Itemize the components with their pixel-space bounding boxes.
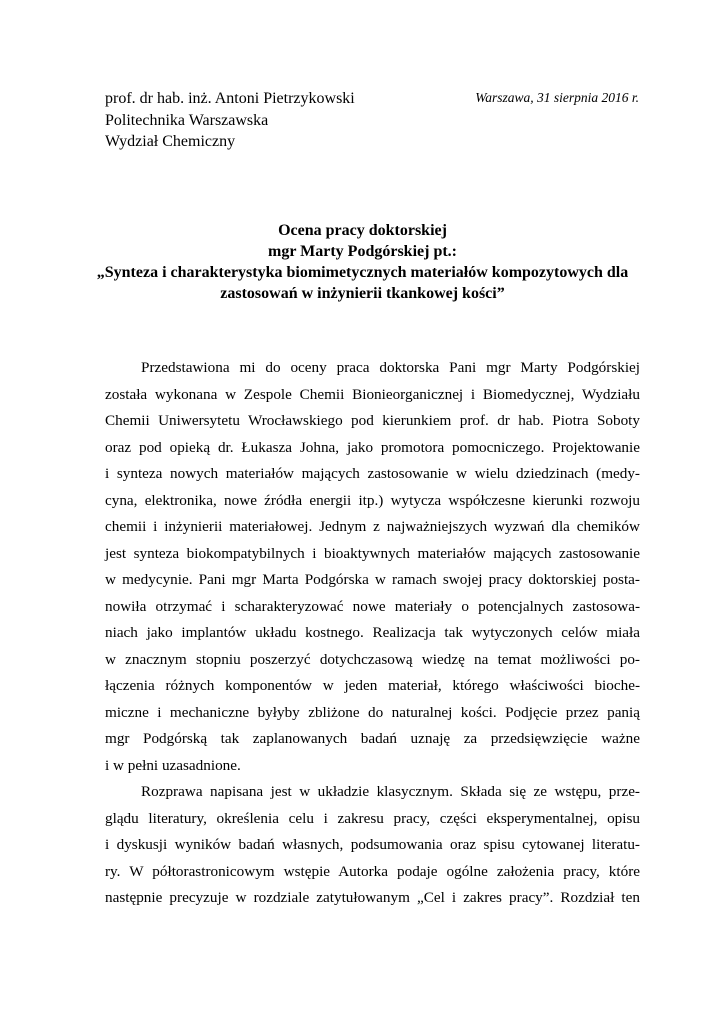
sender-institution: Politechnika Warszawska [105,111,269,129]
text-line: ry. W półtorastronicowym wstępie Autorka podaje ogólne założenia pracy, które [105,862,640,880]
sender-name: prof. dr hab. inż. Antoni Pietrzykowski [105,90,355,107]
paragraph [105,779,640,912]
sender-faculty: Wydział Chemiczny [105,133,236,150]
text-line: i synteza nowych materiałów mających zastosowanie w wielu dziedzinach (medy- [105,465,640,482]
text-line: Rozprawa napisana jest w układzie klasycznym. Składa się ze wstępu, prze- [141,783,640,800]
text-line: cyna, elektronika, nowe źródła energii itp.) wytycza współczesne kierunki rozwoju [105,491,640,509]
document-title [90,220,635,304]
text-line: i w pełni uzasadnione. [105,756,241,774]
body-text [105,355,640,912]
text-line: niach jako implantów układu kostnego. Realizacja tak wytyczonych celów miała [105,624,640,641]
title-line: Ocena pracy doktorskiej [278,222,447,239]
text-line: następnie precyzuje w rozdziale zatytułowanym „Cel i zakres pracy”. Rozdział ten [105,889,640,906]
title-line: „Synteza i charakterystyka biomimetycznych materiałów kompozytowych dla [96,264,629,281]
text-line: Chemii Uniwersytetu Wrocławskiego pod kierunkiem prof. dr hab. Piotra Soboty [105,412,640,429]
text-line: chemii i inżynierii materiałowej. Jednym z najważniejszych wyzwań dla chemików [105,518,640,535]
text-line: w znacznym stopniu poszerzyć dotychczasową wiedzę na temat możliwości po- [105,650,640,668]
letter-date: Warszawa, 31 sierpnia 2016 r. [475,90,639,105]
text-line: jest synteza biokompatybilnych i bioaktywnych materiałów mających zastosowanie [105,544,640,562]
text-line: miczne i mechaniczne byłyby zbliżone do naturalnej kości. Podjęcie przez panią [105,703,640,721]
text-line: łączenia różnych komponentów w jeden materiał, którego właściwości bioche- [105,677,640,694]
title-line: mgr Marty Podgórskiej pt.: [268,243,457,260]
text-line: i dyskusji wyników badań własnych, podsumowania oraz spisu cytowanej literatu- [105,836,640,853]
title-line: zastosowań w inżynierii tkankowej kości” [220,285,505,302]
paragraph [105,355,640,779]
text-line: w medycynie. Pani mgr Marta Podgórska w ramach swojej pracy doktorskiej posta- [105,571,640,588]
text-line: Przedstawiona mi do oceny praca doktorska Pani mgr Marty Podgórskiej [141,359,640,376]
text-line: nowiła otrzymać i scharakteryzować nowe materiały o potencjalnych zastosowa- [105,597,640,615]
text-line: glądu literatury, określenia celu i zakresu pracy, części eksperymentalnej, opisu [105,809,640,827]
sender-block [105,88,355,153]
text-line: oraz pod opieką dr. Łukasza Johna, jako promotora pomocniczego. Projektowanie [105,438,640,456]
text-line: mgr Podgórską tak zaplanowanych badań uznaję za przedsięwzięcie ważne [105,730,640,747]
text-line: została wykonana w Zespole Chemii Bionieorganicznej i Biomedycznej, Wydziału [105,385,640,403]
